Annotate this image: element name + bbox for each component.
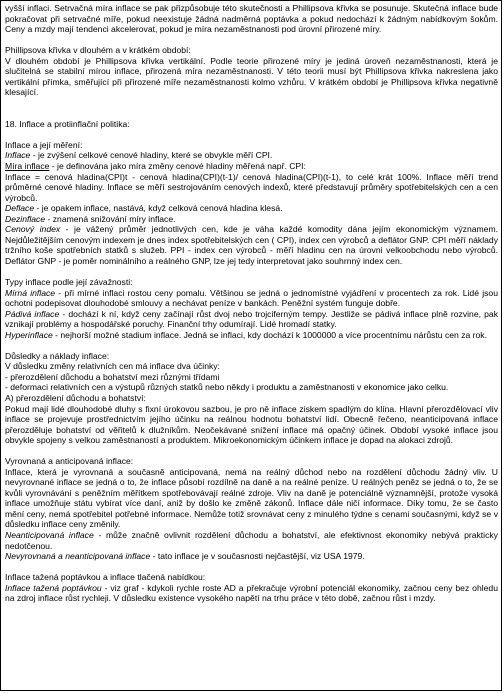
text-run: - může značně ovlivnit rozdělení důchodu a bohatství, ale efektivnost ekonomiky nebývá prakticky nedotčenou. [5, 530, 498, 551]
paragraph [5, 150, 498, 161]
text-run: V důsledku změny relativních cen má inflace dva účinky: [5, 361, 220, 372]
paragraph [5, 203, 498, 214]
paragraph-spacer [5, 266, 498, 277]
paragraph [5, 172, 498, 204]
paragraph-spacer [5, 129, 498, 140]
text-run: - znamená snižování míry inflace. [45, 213, 176, 224]
italic-term: Neanticipovaná inflace [5, 530, 94, 541]
paragraph [5, 277, 498, 288]
underlined-term: Míra inflace [5, 161, 50, 172]
paragraph-spacer [5, 446, 498, 457]
paragraph [5, 161, 498, 172]
paragraph [5, 309, 498, 330]
paragraph [5, 393, 498, 404]
italic-term: Cenový index [5, 224, 61, 235]
paragraph-spacer [5, 562, 498, 573]
text-run: Inflace a její měření: [5, 139, 83, 150]
paragraph [5, 382, 498, 393]
paragraph-spacer [5, 340, 498, 351]
text-run: 18. Inflace a protiinflační politika: [5, 118, 130, 129]
text-run: Inflace, která je vyrovnaná a současně anticipovaná, nemá na reálný důchod nebo na rozdělení důchodu žádný vliv. U nevyrovnané inflace se jedná o to, že inflace působí rozdílně na daně a na reálné peníze. U reálných peněz se jedná o to, že se kvůli vyrovnávání s peněžním měřítkem spotřebovávají reálné zdroje. Vliv na daně je potenciálně významnější, protože vysoká inflace umožňuje státu vybírat více daní, aniž by došlo ke změně zákonů. Inflace dále ničí informace. Díky tomu, že se často mění ceny, nemá spotřebitel potřebné informace. Nemůže totiž srovnávat ceny z minulého týdne s cenami současnými, když se v důsledku inflace ceny změnily. [5, 466, 498, 530]
paragraph [5, 551, 498, 562]
paragraph-spacer [5, 98, 498, 119]
paragraph [5, 330, 498, 341]
text-run: Inflace = cenová hladina(CPI)t - cenová hladina(CPI)(t-1)/ cenová hladina(CPI)(t-1), to celé krát 100%. Inflace měří trend průměrné cenové hladiny. Inflace se měří sestrojováním cenových indexů, které představují průměry spotřebitelských cen a cen výrobců. [5, 171, 498, 203]
text-run: vyšší inflaci. Setrvačná míra inflace se pak přizpůsobuje této skutečnosti a Phillipsova křivka se posunuje. Skutečná inflace bude pokračovat při setrvačné míře, pokud neexistuje žádná nadměrná poptávka a pokud nedochází k žádným nabídkovým šokům. Ceny a mzdy mají tendenci akcelerovat, pokud je míra nezaměstnanosti pod úrovní přirozené míry. [5, 3, 498, 35]
paragraph [5, 372, 498, 383]
text-run: - je zvýšení celkové cenové hladiny, které se obvykle měří CPI. [30, 150, 273, 161]
text-run: Typy inflace podle její závažnosti: [5, 276, 133, 287]
italic-term: Hyperinflace [5, 329, 53, 340]
text-run: - je vážený průměr jednotlivých cen, kde je váha každé komodity dána jejím ekonomickým významem. Nejdůležitějším cenovým indexem je dnes index spotřebitelských cen ( CPI), index cen výrobců a deflátor GNP. CPI měří náklady tržního koše spotřebních statků s služeb. PPI - index cen výrobců - měří hladinu cen na úrovni velkoobchodu nebo výrobců. Deflátor GNP - je poměr nominálního a reálného GNP, lze jej tedy interpretovat jako souhrnný index cen. [5, 224, 498, 266]
text-run: - nejhorší možné stadium inflace. Jedná se inflaci, kdy dochází k 1000000 a více procentnímu nárůstu cen za rok. [52, 329, 487, 340]
text-run: Vyrovnaná a anticipovaná inflace: [5, 456, 134, 467]
paragraph [5, 404, 498, 446]
paragraph [5, 572, 498, 583]
text-run: A) přerozdělení důchodu a bohatství: [5, 392, 146, 403]
paragraph [5, 530, 498, 551]
document-text [5, 3, 498, 604]
text-run: - je opakem inflace, nastává, když celková cenová hladina klesá. [34, 203, 283, 214]
paragraph [5, 140, 498, 151]
italic-term: Dezinflace [5, 213, 46, 224]
text-run: - viz graf - kdykoli rychle roste AD a překračuje výrobní potenciál ekonomiky, začnou ceny bez ohledu na zdroj inflace růst rychleji. V důsledku existence vysokého napětí na trhu práce v této době, začnou růst i mzdy. [5, 582, 498, 604]
italic-term: Nevyrovnaná a neanticipovaná inflace [5, 551, 151, 562]
paragraph [5, 224, 498, 266]
paragraph [5, 456, 498, 467]
text-run: - deformaci relativních cen a výstupů různých statků nebo někdy i produktu a zaměstnanosti v ekonomice jako celku. [5, 382, 449, 393]
text-run: - dochází k ní, když ceny začínají růst dvoj nebo trojciferným tempy. Jestliže se pádivá inflace plně rozvine, pak vznikají problémy a hospodářské poruchy. Finanční trhy odumírají. Lidé hromadí statky. [5, 308, 498, 330]
italic-term: Deflace [5, 203, 35, 214]
paragraph [5, 214, 498, 225]
paragraph-spacer [5, 35, 498, 46]
paragraph [5, 56, 498, 98]
text-run: - přerozdělení důchodu a bohatství mezi různými třídami [5, 371, 220, 382]
italic-term: Inflace [5, 150, 31, 161]
italic-term: Mírná inflace [5, 287, 56, 298]
text-run: Phillipsova křivka v dlouhém a v krátkém období: [5, 45, 191, 56]
text-run: Pokud mají lidé dlouhodobé dluhy s fixní úrokovou sazbou, je pro ně inflace ziskem spadlým do klína. Hlavní přerozdělovací vliv inflace se projevuje prostřednictvím jejího účinku na reálnou hodnotu bohatství lidí. Obecně řečeno, neanticipovaná inflace přerozděluje bohatství od věřitelů k dlužníkům. Neočekávané snížení inflace má opačný účinek. Období vysoké inflace jsou obvykle spojeny s velkou zaměstnaností a produktem. Mikroekonomickým účinkem inflace je dopad na alokaci zdrojů. [5, 403, 498, 446]
paragraph [5, 3, 498, 35]
italic-term: Inflace tažená poptávkou [5, 582, 102, 593]
text-run: - tato inflace je v současnosti nejčastější, viz USA 1979. [150, 551, 365, 562]
paragraph [5, 119, 498, 130]
paragraph [5, 45, 498, 56]
italic-term: Pádivá inflace [5, 308, 60, 319]
paragraph [5, 467, 498, 530]
paragraph [5, 351, 498, 362]
paragraph [5, 583, 498, 604]
paragraph [5, 288, 498, 309]
text-run: Inflace tažená poptávkou a inflace tlačená nabídkou: [5, 572, 206, 583]
paragraph [5, 361, 498, 372]
text-run: Důsledky a náklady inflace: [5, 350, 110, 361]
text-run: V dlouhém období je Phillipsova křivka vertikální. Podle teorie přirozené míry je jediná úroveň nezaměstnanosti, která je slučitelná se stabilní mírou inflace, přirozená míra nezaměstnanosti. V této teorii musí být Phillipsova křivka nakreslena jako vertikální přímka, směřující při přirozené míře nezaměstnanosti kolmo vzhůru. V krátkém období je Phillipsova křivka negativně klesající. [5, 55, 498, 98]
text-run: - je definována jako míra změny cenové hladiny měřená např. CPI: [49, 161, 306, 172]
text-run: - při mírné inflaci rostou ceny pomalu. Většinou se jedná o jednomístné vyjádření v procentech za rok. Lidé jsou ochotni podepisovat dlouhodobé smlouvy a nechávat peníze v bankách. Peněžní systém funguje dobře. [5, 287, 498, 309]
